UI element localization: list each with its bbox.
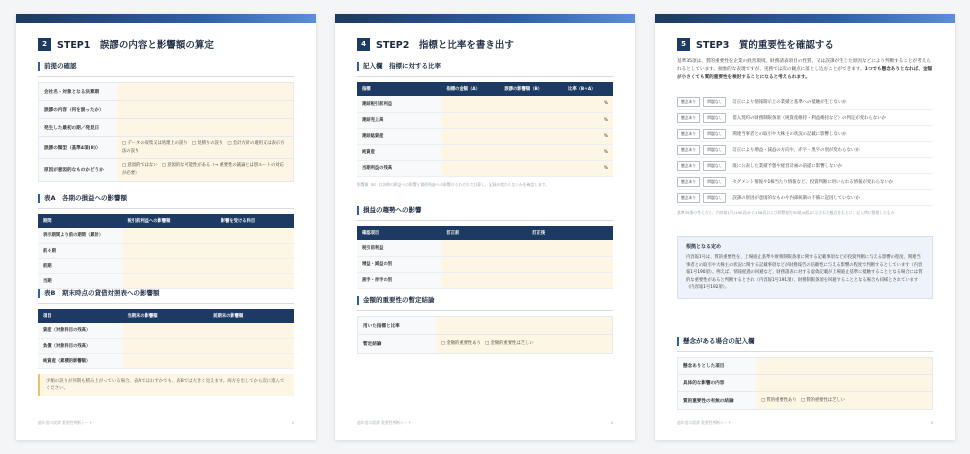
check-list bbox=[677, 94, 933, 216]
footer-title: 過年度の誤謬 重要性判断シート bbox=[677, 420, 732, 425]
table-row bbox=[38, 353, 294, 368]
table-row bbox=[357, 240, 613, 256]
form-label: 誤謬の類型（基準4項(8)） bbox=[39, 137, 117, 158]
intro-text bbox=[677, 58, 933, 82]
row-label: 負債（対象科目の残高） bbox=[38, 338, 122, 353]
column-header: 前期末の影響額 bbox=[208, 309, 294, 323]
ratio-table bbox=[357, 82, 613, 177]
row-label: 当期 bbox=[38, 273, 122, 288]
section-title: 表B 期末時点の貸借対照表への影響額 bbox=[38, 289, 294, 298]
amount-cell[interactable] bbox=[441, 160, 499, 176]
form-label: 暫定結論 bbox=[358, 335, 436, 353]
step-header bbox=[677, 37, 955, 51]
amount-cell[interactable] bbox=[208, 323, 294, 338]
concern-yes-button[interactable]: 懸念あり bbox=[677, 113, 700, 123]
amount-cell[interactable] bbox=[122, 243, 215, 258]
section-title: 前提の確認 bbox=[38, 62, 294, 71]
table-b bbox=[38, 309, 294, 369]
page-top-bar bbox=[16, 14, 316, 23]
basis-box bbox=[677, 236, 933, 299]
conclusion-section bbox=[357, 296, 613, 354]
concern-no-button[interactable]: 問題なし bbox=[703, 193, 726, 203]
premise-form bbox=[38, 82, 294, 182]
concern-no-button[interactable]: 問題なし bbox=[703, 97, 726, 107]
ratio-section bbox=[357, 62, 613, 188]
row-label: 資産（対象科目の残高） bbox=[38, 323, 122, 338]
form-label: 用いた指標と比率 bbox=[358, 317, 436, 334]
table-row bbox=[357, 272, 613, 288]
amount-cell[interactable] bbox=[122, 228, 215, 243]
section-title: 記入欄 指標に対する比率 bbox=[357, 62, 613, 71]
page-step1 bbox=[16, 14, 316, 440]
table-row bbox=[357, 96, 613, 112]
conclusion-options bbox=[436, 335, 612, 353]
page-footer bbox=[357, 420, 613, 426]
form-row bbox=[39, 159, 293, 181]
form-label: 誤謬の内容（何を誤ったか） bbox=[39, 101, 117, 118]
page-number: 4 bbox=[610, 420, 613, 425]
check-item bbox=[677, 142, 933, 158]
intro-emphasis: 1つでも懸念ありとなれば、金額が小さくても質的重要性を検討することになると考えられます。 bbox=[677, 67, 933, 80]
form-row bbox=[39, 101, 293, 119]
amount-cell[interactable] bbox=[441, 128, 499, 144]
premise-section bbox=[38, 62, 294, 182]
check-item-text: 訂正により情報開示上の業績と基準への抵触が生じないか bbox=[732, 99, 847, 105]
form-row bbox=[39, 83, 293, 101]
step-title: STEP1 誤謬の内容と影響額の算定 bbox=[57, 40, 214, 51]
amount-cell[interactable] bbox=[208, 353, 294, 368]
amount-cell[interactable] bbox=[122, 353, 208, 368]
table-row bbox=[357, 128, 613, 144]
page-step2 bbox=[335, 14, 635, 440]
ratio-cell[interactable]: % bbox=[563, 128, 613, 144]
column-header: 税引前利益への影響額 bbox=[122, 214, 215, 228]
form-row bbox=[678, 392, 932, 409]
conclusion-form bbox=[357, 316, 613, 354]
before-cell[interactable] bbox=[441, 256, 527, 272]
amount-cell[interactable] bbox=[499, 144, 563, 160]
amount-cell[interactable] bbox=[122, 323, 208, 338]
concern-no-button[interactable]: 問題なし bbox=[703, 161, 726, 171]
row-label: 連結総資産 bbox=[357, 128, 441, 144]
page-top-bar bbox=[335, 14, 635, 23]
section-title: 表A 各期の損益への影響額 bbox=[38, 194, 294, 203]
impact-input[interactable] bbox=[756, 375, 932, 391]
table-row bbox=[357, 144, 613, 160]
step-title: STEP2 指標と比率を書き出す bbox=[376, 40, 514, 51]
error-type-checkbox[interactable]: □ 会計方針の適用又は表示方法の誤り bbox=[122, 140, 285, 154]
concern-yes-button[interactable]: 懸念あり bbox=[677, 161, 700, 171]
check-item bbox=[677, 158, 933, 174]
concern-entry-section bbox=[677, 337, 933, 410]
qualitative-checkbox[interactable]: □ 質的重要性は乏しい bbox=[800, 397, 845, 403]
table-row bbox=[357, 256, 613, 272]
materiality-checkbox[interactable]: □ 金額的重要性は乏しい bbox=[485, 341, 534, 346]
column-header: 訂正前 bbox=[441, 226, 527, 240]
table-row bbox=[38, 273, 294, 288]
account-cell[interactable] bbox=[216, 228, 294, 243]
row-label: 当期利益の残高 bbox=[357, 160, 441, 176]
after-cell[interactable] bbox=[527, 272, 613, 288]
after-cell[interactable] bbox=[527, 240, 613, 256]
concern-no-button[interactable]: 問題なし bbox=[703, 177, 726, 187]
basis-title: 根拠となる定め bbox=[686, 244, 722, 250]
row-label: 増益・減益の別 bbox=[357, 256, 441, 272]
check-item bbox=[677, 94, 933, 110]
account-cell[interactable] bbox=[216, 258, 294, 273]
error-type-options bbox=[117, 137, 293, 158]
amount-cell[interactable] bbox=[441, 112, 499, 128]
table-a bbox=[38, 214, 294, 289]
check-item-text: 既に公表した業績予想や経営計画の前提に影響しないか bbox=[732, 163, 843, 169]
table-row bbox=[38, 338, 294, 353]
table-b-section bbox=[38, 289, 294, 369]
account-cell[interactable] bbox=[216, 243, 294, 258]
footer-title: 過年度の誤謬 重要性判断シート bbox=[38, 420, 93, 425]
column-header: 訂正後 bbox=[527, 226, 613, 240]
concern-no-button[interactable]: 問題なし bbox=[703, 113, 726, 123]
step-number-badge: 4 bbox=[357, 38, 370, 51]
row-label: 純資産（累積的影響額） bbox=[38, 353, 122, 368]
row-label: 表示期間より前の期間（累計） bbox=[38, 228, 122, 243]
first-period-input[interactable] bbox=[117, 119, 293, 136]
concern-form bbox=[677, 357, 933, 410]
amount-cell[interactable] bbox=[208, 338, 294, 353]
column-header: 期間 bbox=[38, 214, 122, 228]
table-row bbox=[38, 323, 294, 338]
table-row bbox=[38, 258, 294, 273]
row-label: 連結税引前利益 bbox=[357, 96, 441, 112]
section-divider bbox=[357, 310, 613, 311]
table-row bbox=[357, 160, 613, 176]
step-number-badge: 5 bbox=[677, 38, 690, 51]
amount-cell[interactable] bbox=[441, 96, 499, 112]
section-divider bbox=[38, 208, 294, 209]
check-item bbox=[677, 190, 933, 206]
column-header: 比率（B÷A） bbox=[563, 82, 613, 96]
ratio-cell[interactable]: % bbox=[563, 112, 613, 128]
footer-title: 過年度の誤謬 重要性判断シート bbox=[357, 420, 412, 425]
section-divider bbox=[38, 303, 294, 304]
column-header: 指標 bbox=[357, 82, 441, 96]
row-label: 黒字・赤字の別 bbox=[357, 272, 441, 288]
section-title: 損益の趨勢への影響 bbox=[357, 206, 613, 215]
page-top-bar bbox=[655, 14, 955, 23]
error-type-checkbox[interactable]: □ データの収集又は処理上の誤り bbox=[122, 140, 188, 146]
check-item-text: 訂正により増益・減益の方向や、赤字・黒字の別が変わらないか bbox=[732, 147, 860, 153]
qualitative-checkbox[interactable]: □ 質的重要性あり bbox=[761, 397, 797, 403]
table-row bbox=[38, 243, 294, 258]
check-item bbox=[677, 110, 933, 126]
form-row bbox=[358, 335, 612, 353]
form-label: 懸念ありとした項目 bbox=[678, 358, 756, 374]
concern-item-input[interactable] bbox=[756, 358, 932, 374]
page-footer bbox=[38, 420, 294, 426]
table-a-section bbox=[38, 194, 294, 289]
error-type-checkbox[interactable]: □ 見積りの誤り bbox=[191, 140, 224, 146]
step-title: STEP3 質的重要性を確認する bbox=[696, 40, 834, 51]
column-header: 指標の金額（A） bbox=[441, 82, 499, 96]
concern-no-button[interactable]: 問題なし bbox=[703, 129, 726, 139]
page-step3 bbox=[655, 14, 955, 440]
amount-cell[interactable] bbox=[499, 96, 563, 112]
form-label: 質的重要性の有無の結論 bbox=[678, 392, 756, 409]
column-header: 確認項目 bbox=[357, 226, 441, 240]
amount-cell[interactable] bbox=[499, 128, 563, 144]
row-label: 税引前利益 bbox=[357, 240, 441, 256]
section-divider bbox=[677, 351, 933, 352]
intro-paragraph: 基準35項は、質的重要性を企業の経営環境、財務諸表項目の性質、又は誤謬が生じた原因などにより判断することが考えられるとしています。抽象的な表現ですが、実務では次の観点に落とし込むことができます。 bbox=[677, 59, 931, 72]
page-number: 2 bbox=[291, 420, 294, 425]
section-divider bbox=[38, 76, 294, 77]
check-item-text: 誤謬の原因が意図的なものや内部統制の不備に起因していないか bbox=[732, 195, 860, 201]
guidance-note: 少額の誤りが何期も積み上がっている場合、表Aではわずかでも、表Bでは大きく見えます。両方を出してから次に進んでください。 bbox=[38, 374, 294, 396]
step-header bbox=[357, 37, 635, 51]
account-cell[interactable] bbox=[216, 273, 294, 288]
form-label: 原因が意図的なものかどうか bbox=[39, 159, 117, 181]
source-note: 基準35項の考え方と、内容報1号(190頁)から158頁および影響報告50項(A版)に示された観点をもとに、記入例に整理したもの bbox=[677, 210, 895, 215]
trend-table bbox=[357, 226, 613, 289]
check-item bbox=[677, 126, 933, 142]
before-cell[interactable] bbox=[441, 272, 527, 288]
form-label: 具体的な影響の内容 bbox=[678, 375, 756, 391]
amount-cell[interactable] bbox=[122, 338, 208, 353]
cause-checkbox[interactable]: □ 意図的ではない bbox=[122, 163, 158, 168]
company-period-input[interactable] bbox=[117, 83, 293, 100]
step-number-badge: 2 bbox=[38, 38, 51, 51]
step-header bbox=[38, 37, 316, 51]
amount-cell[interactable] bbox=[499, 160, 563, 176]
section-title: 金額的重要性の暫定結論 bbox=[357, 296, 613, 305]
page-number: 5 bbox=[930, 420, 933, 425]
column-header: 当期末の影響額 bbox=[122, 309, 208, 323]
column-header: 誤謬の影響額（B） bbox=[499, 82, 563, 96]
concern-yes-button[interactable]: 懸念あり bbox=[677, 97, 700, 107]
concern-yes-button[interactable]: 懸念あり bbox=[677, 177, 700, 187]
amount-cell[interactable] bbox=[122, 273, 215, 288]
check-item-text: 関連当事者との取引や大株主の状況の記載に影響しないか bbox=[732, 131, 847, 137]
page-footer bbox=[677, 420, 933, 426]
concern-no-button[interactable]: 問題なし bbox=[703, 145, 726, 155]
check-item bbox=[677, 174, 933, 190]
row-label: 連結売上高 bbox=[357, 112, 441, 128]
form-row bbox=[39, 137, 293, 159]
ratio-cell[interactable]: % bbox=[563, 160, 613, 176]
section-title: 懸念がある場合の記入欄 bbox=[677, 337, 933, 346]
row-label: 純資産 bbox=[357, 144, 441, 160]
concern-yes-button[interactable]: 懸念あり bbox=[677, 145, 700, 155]
ratio-note: 影響額（B）は各期の損益への影響と貸借残高への影響のそれぞれで計算し、記録が変わらないかを確認します。 bbox=[357, 181, 550, 187]
ratio-cell[interactable]: % bbox=[563, 144, 613, 160]
form-row bbox=[39, 119, 293, 137]
section-divider bbox=[357, 220, 613, 221]
qualitative-options bbox=[756, 392, 932, 409]
form-row bbox=[678, 358, 932, 375]
column-header: 影響を受ける科目 bbox=[216, 214, 294, 228]
materiality-checkbox[interactable]: □ 金額的重要性あり bbox=[441, 341, 481, 346]
form-label: 発生した最初の期／発見日 bbox=[39, 119, 117, 136]
before-cell[interactable] bbox=[441, 240, 527, 256]
row-label: 前期 bbox=[38, 258, 122, 273]
indicator-input[interactable] bbox=[436, 317, 612, 334]
check-item-text: 借入契約の財務制限条項（純資産維持・利益維持など）の判定が変わらないか bbox=[732, 115, 887, 121]
table-row bbox=[38, 228, 294, 243]
section-divider bbox=[357, 76, 613, 77]
amount-cell[interactable] bbox=[441, 144, 499, 160]
concern-yes-button[interactable]: 懸念あり bbox=[677, 129, 700, 139]
form-row bbox=[678, 375, 932, 392]
cause-checkbox[interactable]: □ 意図的な可能性がある（→ 重要性の議論とは別ルートの対応が必要） bbox=[122, 163, 284, 176]
check-item-text: セグメント情報や1株当たり情報など、投資判断に用いられる情報が変わらないか bbox=[732, 179, 894, 185]
ratio-cell[interactable]: % bbox=[563, 96, 613, 112]
after-cell[interactable] bbox=[527, 256, 613, 272]
amount-cell[interactable] bbox=[122, 258, 215, 273]
error-content-input[interactable] bbox=[117, 101, 293, 118]
row-label: 前々期 bbox=[38, 243, 122, 258]
concern-yes-button[interactable]: 懸念あり bbox=[677, 193, 700, 203]
form-row bbox=[358, 317, 612, 335]
amount-cell[interactable] bbox=[499, 112, 563, 128]
column-header: 項目 bbox=[38, 309, 122, 323]
table-row bbox=[357, 112, 613, 128]
basis-text: 内容報1号は、質的重要性を、上場廃止基準や財務制限条項に関する記載事項などが投資判断に与える影響の程度、関連当事者との取引や大株主の状況に関する記載事項などが財務報告の信頼性に与える影響の程度で判断するとしています（内容報1号190項）。例えば、情報経過の回避など、財務諸表に対する虚偽記載が上場廃止基準に抵触することとなる場合には質的な重要性があると判断するとされ（内容報1号191項）、財務制限条項を回避することとなる場合も同様とされています（内容報1号192項）。 bbox=[686, 255, 923, 290]
form-label: 会社名・対象となる決算期 bbox=[39, 83, 117, 100]
trend-section bbox=[357, 206, 613, 289]
cause-options bbox=[117, 159, 293, 181]
